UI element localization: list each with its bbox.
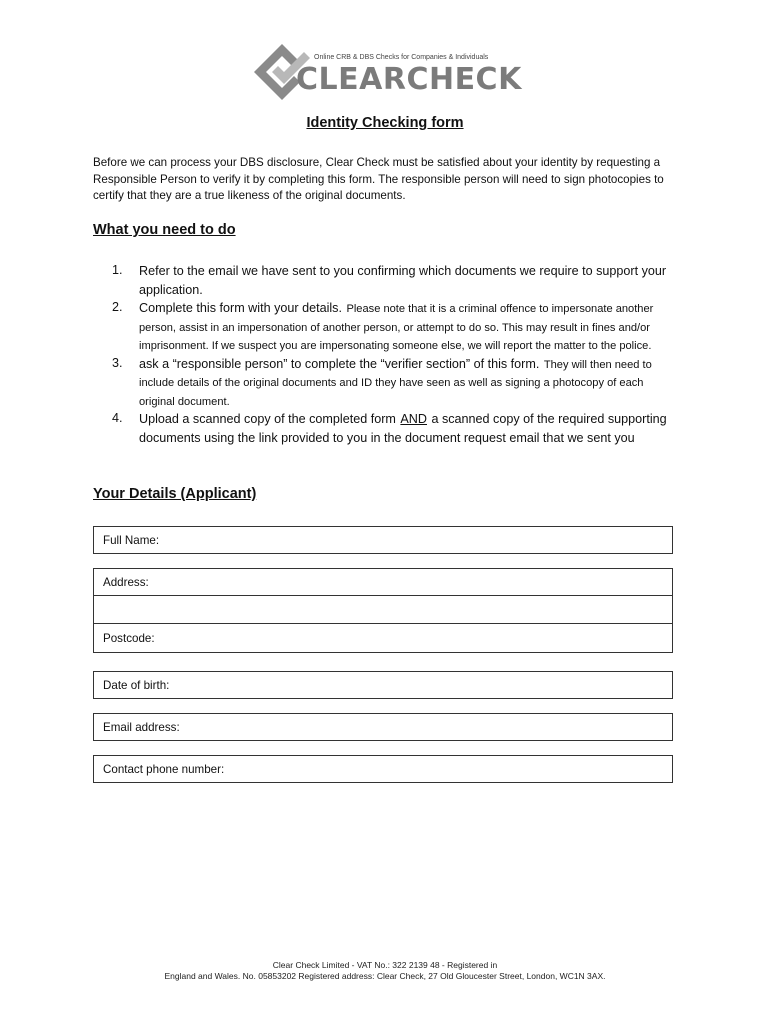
date-of-birth-field[interactable] <box>93 671 673 699</box>
section-heading-your-details: Your Details (Applicant) <box>93 486 257 502</box>
full-name-label: Full Name: <box>103 533 160 547</box>
list-item <box>112 262 682 299</box>
logo-wordmark: CLEARCHECK <box>296 62 522 97</box>
step-number: 4. <box>112 411 123 425</box>
address-line2-field[interactable] <box>93 596 673 624</box>
clearcheck-logo <box>254 42 522 102</box>
postcode-field[interactable] <box>93 624 673 653</box>
footer-line-2: England and Wales. No. 05853202 Registered address: Clear Check, 27 Old Gloucester Street, London, WC1N 3AX. <box>164 971 606 981</box>
page-footer <box>0 960 770 982</box>
date-of-birth-label: Date of birth: <box>103 678 170 692</box>
step-text: Complete this form with your details. <box>139 301 342 315</box>
step-text: Refer to the email we have sent to you confirming which documents we require to support your application. <box>139 264 667 297</box>
footer-line-1: Clear Check Limited - VAT No.: 322 2139 48 - Registered in <box>272 960 498 970</box>
steps-list <box>112 262 682 447</box>
email-label: Email address: <box>103 720 180 734</box>
step-text-post: a scanned copy of the required supporting documents using the link provided to you in the document request email that we sent you <box>139 412 667 445</box>
postcode-label: Postcode: <box>103 631 155 645</box>
step-detail: Please note that it is a criminal offence to impersonate another person, assist in an impersonation of another person, or attempt to do so. This may result in fines and/or imprisonment. If we suspect you are impersonating someone else, we will report the matter to the police. <box>139 303 654 352</box>
phone-label: Contact phone number: <box>103 762 225 776</box>
email-field[interactable] <box>93 713 673 741</box>
logo-tagline: Online CRB & DBS Checks for Companies & Individuals <box>314 54 489 61</box>
list-item <box>112 410 682 447</box>
list-item <box>112 355 682 411</box>
address-label: Address: <box>103 575 149 589</box>
address-field[interactable] <box>93 568 673 596</box>
section-heading-what-to-do: What you need to do <box>93 222 236 238</box>
phone-field[interactable] <box>93 755 673 783</box>
step-number: 1. <box>112 263 123 277</box>
step-number: 2. <box>112 300 123 314</box>
step-text: ask a “responsible person” to complete the “verifier section” of this form. <box>139 356 540 371</box>
step-emphasis: AND <box>400 412 427 426</box>
form-title: Identity Checking form <box>306 115 464 131</box>
intro-paragraph: Before we can process your DBS disclosure, Clear Check must be satisfied about your identity by requesting a Responsible Person to verify it by completing this form. The responsible person will need to sign photocopies to certify that they are a true likeness of the original documents. <box>93 156 664 203</box>
step-text-pre: Upload a scanned copy of the completed form <box>139 412 396 426</box>
full-name-field[interactable] <box>93 526 673 554</box>
list-item <box>112 299 682 355</box>
step-detail: They will then need to include details of the original documents and ID they have seen as well as signing a photocopy of each original document. <box>139 358 652 408</box>
step-number: 3. <box>112 355 123 370</box>
